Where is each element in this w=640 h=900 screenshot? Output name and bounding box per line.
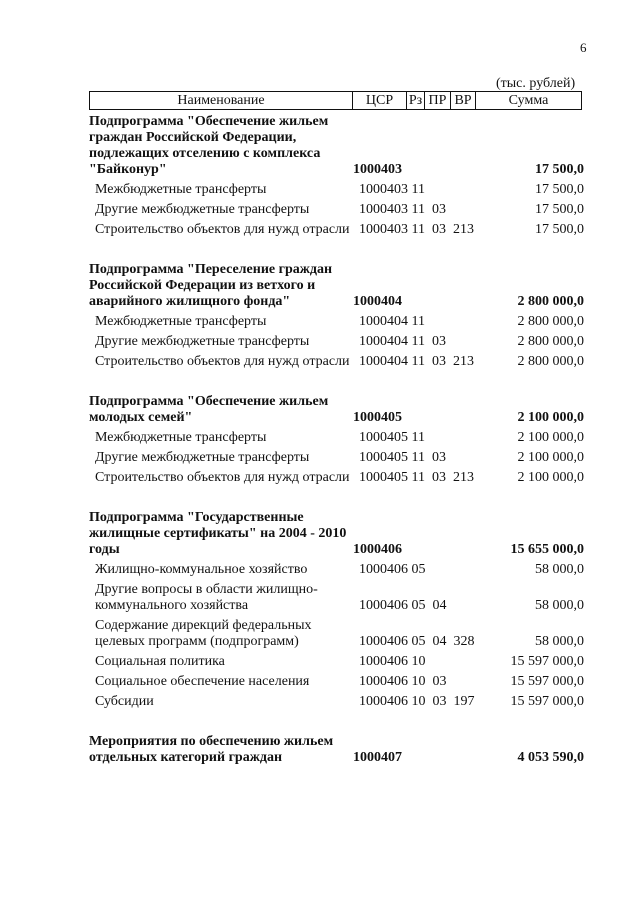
cell-code: 1000404 11 [359, 314, 425, 329]
cell-code: 1000406 05 [359, 562, 426, 577]
cell-name: Межбюджетные трансферты [95, 430, 267, 445]
cell-name: Строительство объектов для нужд отрасли [95, 354, 350, 369]
cell-code: 1000403 [353, 162, 402, 177]
cell-sum: 15 597 000,0 [510, 654, 584, 669]
cell-code: 1000404 11 03 213 [359, 354, 474, 369]
cell-sum: 15 655 000,0 [510, 542, 584, 557]
cell-code: 1000405 11 [359, 430, 425, 445]
header-vr: ВР [451, 92, 476, 109]
cell-code: 1000404 [353, 294, 402, 309]
cell-sum: 2 100 000,0 [517, 410, 584, 425]
cell-sum: 2 800 000,0 [517, 314, 584, 329]
table-row [89, 392, 584, 428]
cell-sum: 2 100 000,0 [517, 450, 584, 465]
cell-name: Жилищно-коммунальное хозяйство [95, 562, 308, 577]
cell-code: 1000406 05 04 [359, 598, 447, 613]
cell-name: Подпрограмма "Обеспечение жильем граждан Российской Федерации, подлежащих отселению с комплекса "Байконур" [89, 114, 329, 177]
table-row [89, 448, 584, 468]
cell-sum: 2 100 000,0 [517, 430, 584, 445]
cell-name: Другие межбюджетные трансферты [95, 450, 310, 465]
cell-name: Социальное обеспечение населения [95, 674, 310, 689]
table-row [89, 332, 584, 352]
cell-name: Другие вопросы в области жилищно-коммунального хозяйства [95, 582, 318, 613]
cell-sum: 15 597 000,0 [510, 694, 584, 709]
table-row [89, 180, 584, 200]
cell-code: 1000403 11 03 [359, 202, 446, 217]
cell-code: 1000403 11 03 213 [359, 222, 474, 237]
table-row [89, 652, 584, 672]
cell-name: Межбюджетные трансферты [95, 314, 267, 329]
cell-name: Подпрограмма "Обеспечение жильем молодых семей" [89, 394, 329, 425]
cell-code: 1000404 11 03 [359, 334, 446, 349]
cell-sum: 2 800 000,0 [517, 354, 584, 369]
cell-name: Межбюджетные трансферты [95, 182, 267, 197]
cell-code: 1000406 10 03 [359, 674, 447, 689]
cell-code: 1000407 [353, 750, 402, 765]
cell-sum: 58 000,0 [535, 634, 584, 649]
row-gap [89, 372, 584, 392]
row-gap [89, 240, 584, 260]
cell-sum: 58 000,0 [535, 598, 584, 613]
table-row [89, 616, 584, 652]
cell-name: Строительство объектов для нужд отрасли [95, 470, 350, 485]
table-row [89, 508, 584, 560]
cell-name: Мероприятия по обеспечению жильем отдельных категорий граждан [89, 734, 334, 765]
cell-name: Другие межбюджетные трансферты [95, 202, 310, 217]
cell-code: 1000406 [353, 542, 402, 557]
cell-sum: 17 500,0 [535, 222, 584, 237]
table-row [89, 260, 584, 312]
header-csr: ЦСР [353, 92, 407, 109]
cell-code: 1000403 11 [359, 182, 425, 197]
cell-sum: 15 597 000,0 [510, 674, 584, 689]
header-sum: Сумма [508, 93, 549, 108]
table-row [89, 312, 584, 332]
cell-name: Социальная политика [95, 654, 225, 669]
header-name: Наименование [90, 92, 353, 109]
table-row [89, 112, 584, 180]
header-pr: ПР [425, 92, 451, 109]
cell-name: Строительство объектов для нужд отрасли [95, 222, 350, 237]
table-row [89, 200, 584, 220]
table-row [89, 468, 584, 488]
cell-name: Подпрограмма "Переселение граждан Российской Федерации из ветхого и аварийного жилищного фонда" [89, 262, 333, 309]
table-row [89, 352, 584, 372]
cell-code: 1000406 10 03 197 [359, 694, 475, 709]
table-row [89, 220, 584, 240]
cell-code: 1000405 11 03 [359, 450, 446, 465]
cell-sum: 4 053 590,0 [517, 750, 584, 765]
units-label: (тыс. рублей) [496, 76, 576, 91]
cell-name: Подпрограмма "Государственные жилищные сертификаты" на 2004 - 2010 годы [89, 510, 347, 557]
row-gap [89, 712, 584, 732]
table-row [89, 672, 584, 692]
cell-code: 1000406 10 [359, 654, 426, 669]
header-rz: Рз [407, 92, 425, 109]
cell-sum: 2 800 000,0 [517, 294, 584, 309]
cell-code: 1000406 05 04 328 [359, 634, 475, 649]
table-row [89, 580, 584, 616]
cell-code: 1000405 11 03 213 [359, 470, 474, 485]
table-header [89, 91, 582, 110]
cell-sum: 17 500,0 [535, 182, 584, 197]
cell-sum: 17 500,0 [535, 202, 584, 217]
cell-sum: 58 000,0 [535, 562, 584, 577]
page-number: 6 [580, 40, 587, 55]
cell-code: 1000405 [353, 410, 402, 425]
cell-name: Другие межбюджетные трансферты [95, 334, 310, 349]
row-gap [89, 488, 584, 508]
cell-sum: 2 800 000,0 [517, 334, 584, 349]
cell-name: Содержание дирекций федеральных целевых программ (подпрограмм) [95, 618, 312, 649]
table-body [89, 112, 584, 768]
table-row [89, 732, 584, 768]
cell-sum: 2 100 000,0 [517, 470, 584, 485]
table-row [89, 428, 584, 448]
table-row [89, 692, 584, 712]
cell-name: Субсидии [95, 694, 154, 709]
table-row [89, 560, 584, 580]
cell-sum: 17 500,0 [535, 162, 584, 177]
